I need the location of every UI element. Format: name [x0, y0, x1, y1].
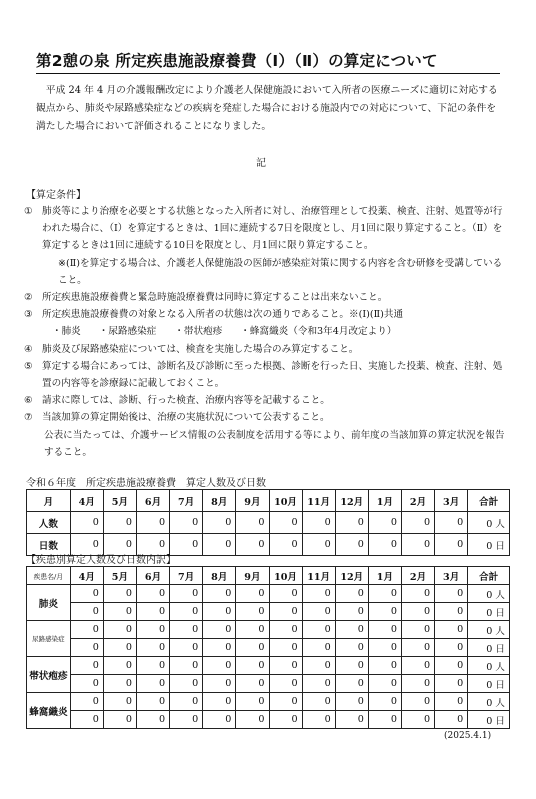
cell-value: 0	[435, 711, 468, 729]
cell-value: 0	[368, 534, 401, 556]
table-row	[27, 603, 510, 621]
column-header: 1月	[368, 567, 401, 585]
column-header: 8月	[203, 490, 236, 512]
cell-value: 0	[236, 585, 269, 603]
conditions-heading: 【算定条件】	[26, 190, 86, 201]
cell-value: 0	[302, 534, 335, 556]
column-header: 月	[27, 490, 71, 512]
condition-text: 請求に際しては、診断、行った検査、治療内容等を記載すること。	[42, 395, 330, 407]
cell-value: 0	[368, 639, 401, 657]
cell-value: 0	[137, 534, 170, 556]
column-header: 5月	[103, 490, 136, 512]
table-header-row	[27, 567, 510, 585]
condition-item	[24, 358, 508, 392]
cell-value: 0	[368, 693, 401, 711]
cell-value: 0	[335, 657, 368, 675]
cell-value: 0	[435, 693, 468, 711]
cell-value: 0	[70, 639, 103, 657]
table-row	[27, 711, 510, 729]
cell-total: 0 日	[468, 603, 510, 621]
condition-item	[24, 289, 508, 306]
column-header: 11月	[302, 567, 335, 585]
cell-value: 0	[70, 711, 103, 729]
cell-value: 0	[402, 711, 435, 729]
condition-item	[24, 341, 508, 358]
cell-value: 0	[368, 603, 401, 621]
cell-value: 0	[269, 512, 302, 534]
cell-value: 0	[269, 534, 302, 556]
cell-value: 0	[236, 675, 269, 693]
conditions-list	[24, 203, 508, 461]
disease-list	[24, 323, 508, 340]
table-row	[27, 639, 510, 657]
cell-value: 0	[335, 639, 368, 657]
cell-value: 0	[203, 512, 236, 534]
cell-value: 0	[435, 512, 468, 534]
cell-value: 0	[203, 639, 236, 657]
cell-value: 0	[435, 621, 468, 639]
cell-value: 0	[137, 693, 170, 711]
cell-value: 0	[170, 639, 203, 657]
cell-value: 0	[170, 711, 203, 729]
cell-value: 0	[70, 657, 103, 675]
cell-value: 0	[236, 603, 269, 621]
cell-value: 0	[170, 693, 203, 711]
cell-value: 0	[103, 585, 136, 603]
cell-value: 0	[269, 585, 302, 603]
cell-value: 0	[103, 639, 136, 657]
cell-value: 0	[203, 621, 236, 639]
column-header: 2月	[402, 567, 435, 585]
column-header: 11月	[302, 490, 335, 512]
cell-value: 0	[269, 603, 302, 621]
condition-item	[24, 306, 508, 323]
condition-item	[24, 409, 508, 426]
column-header: 9月	[236, 490, 269, 512]
table-header-row	[27, 490, 510, 512]
condition-number: ⑥	[24, 395, 33, 407]
column-header: 4月	[70, 567, 103, 585]
cell-total: 0 日	[468, 675, 510, 693]
cell-value: 0	[170, 621, 203, 639]
cell-value: 0	[368, 621, 401, 639]
document-date: (2025.4.1)	[444, 731, 492, 741]
cell-total: 0 日	[468, 639, 510, 657]
condition-item	[24, 392, 508, 409]
cell-value: 0	[402, 693, 435, 711]
cell-value: 0	[435, 639, 468, 657]
cell-value: 0	[302, 657, 335, 675]
disease-list-item: ・蜂窩織炎（令和3年4月改定より）	[240, 326, 397, 338]
cell-value: 0	[70, 621, 103, 639]
table-row	[27, 657, 510, 675]
cell-value: 0	[170, 603, 203, 621]
intro-text: 平成 24 年 4 月の介護報酬改定により介護老人保健施設において入所者の医療ニーズに適切に対応する観点から、肺炎や尿路感染症などの疾病を発症した場合における施設内での対応について、下記の条件を満たした場合において評価されることになりました。	[36, 85, 498, 132]
condition-number: ①	[24, 206, 33, 217]
cell-value: 0	[302, 639, 335, 657]
table2-title: 【疾患別算定人数及び日数内訳】	[26, 555, 176, 566]
cell-value: 0	[402, 603, 435, 621]
condition-number: ②	[24, 292, 33, 304]
cell-value: 0	[103, 512, 136, 534]
cell-value: 0	[302, 711, 335, 729]
table-row	[27, 693, 510, 711]
disease-name: 尿路感染症	[27, 621, 71, 657]
cell-value: 0	[203, 585, 236, 603]
cell-value: 0	[137, 512, 170, 534]
cell-value: 0	[70, 512, 103, 534]
cell-value: 0	[103, 693, 136, 711]
cell-value: 0	[70, 585, 103, 603]
condition-item	[24, 427, 508, 461]
cell-value: 0	[302, 621, 335, 639]
cell-value: 0	[435, 534, 468, 556]
condition-text: 公表に当たっては、介護サービス情報の公表制度を活用する等により、前年度の当該加算の算定状況を報告すること。	[44, 429, 505, 458]
cell-value: 0	[103, 534, 136, 556]
column-header: 疾患名/月	[27, 567, 71, 585]
document-title: 第2憩の泉 所定疾患施設療養費（Ⅰ）（Ⅱ）の算定について	[36, 52, 500, 74]
cell-value: 0	[402, 657, 435, 675]
condition-text: 所定疾患施設療養費と緊急時施設療養費は同時に算定することは出来ないこと。	[42, 292, 388, 304]
column-header: 12月	[335, 567, 368, 585]
cell-value: 0	[269, 675, 302, 693]
column-header: 合計	[468, 490, 510, 512]
cell-value: 0	[203, 675, 236, 693]
cell-value: 0	[236, 657, 269, 675]
row-label: 人数	[27, 512, 71, 534]
column-header: 5月	[103, 567, 136, 585]
cell-total: 0 人	[468, 657, 510, 675]
cell-value: 0	[203, 657, 236, 675]
cell-value: 0	[103, 621, 136, 639]
cell-value: 0	[203, 711, 236, 729]
disease-name: 帯状疱疹	[27, 657, 71, 693]
cell-value: 0	[302, 675, 335, 693]
cell-value: 0	[435, 657, 468, 675]
cell-value: 0	[402, 534, 435, 556]
table-row	[27, 585, 510, 603]
column-header: 10月	[269, 490, 302, 512]
cell-value: 0	[335, 534, 368, 556]
cell-value: 0	[103, 603, 136, 621]
cell-value: 0	[137, 603, 170, 621]
cell-value: 0	[137, 657, 170, 675]
cell-value: 0	[103, 675, 136, 693]
column-header: 10月	[269, 567, 302, 585]
disease-list-item: ・尿路感染症	[98, 326, 157, 338]
intro-paragraph	[36, 82, 504, 136]
summary-table	[26, 489, 510, 556]
cell-value: 0	[236, 693, 269, 711]
cell-value: 0	[170, 534, 203, 556]
disease-list-item: ・肺炎	[52, 326, 81, 338]
cell-value: 0	[236, 639, 269, 657]
condition-text: 肺炎等により治療を必要とする状態となった入所者に対し、治療管理として投薬、検査、注射、処置等が行われた場合に、（Ⅰ）を算定するときは、1回に連続する7日を限度とし、月1回に限り算定すること。（Ⅱ）を算定するときは1回に連続する10日を限度とし、月1回に限り算定すること。	[42, 206, 503, 252]
condition-text: 当該加算の算定開始後は、治療の実施状況について公表すること。	[42, 412, 330, 424]
cell-value: 0	[368, 512, 401, 534]
condition-item	[24, 203, 508, 255]
cell-value: 0	[269, 693, 302, 711]
table-row	[27, 675, 510, 693]
cell-value: 0	[170, 512, 203, 534]
cell-value: 0	[203, 693, 236, 711]
column-header: 6月	[137, 490, 170, 512]
cell-value: 0	[170, 657, 203, 675]
cell-value: 0	[203, 534, 236, 556]
cell-value: 0	[368, 657, 401, 675]
cell-value: 0	[269, 621, 302, 639]
cell-value: 0	[402, 585, 435, 603]
column-header: 合計	[468, 567, 510, 585]
condition-number: ③	[24, 309, 33, 321]
cell-value: 0	[170, 675, 203, 693]
disease-breakdown-table	[26, 566, 510, 729]
cell-total: 0 人	[468, 585, 510, 603]
cell-value: 0	[435, 603, 468, 621]
table-row	[27, 621, 510, 639]
column-header: 3月	[435, 567, 468, 585]
cell-value: 0	[302, 603, 335, 621]
cell-value: 0	[402, 512, 435, 534]
disease-list-item: ・帯状疱疹	[174, 326, 223, 338]
condition-number: ⑦	[24, 412, 33, 424]
cell-total: 0 日	[468, 534, 510, 556]
cell-value: 0	[335, 711, 368, 729]
cell-value: 0	[335, 675, 368, 693]
cell-value: 0	[435, 585, 468, 603]
cell-value: 0	[368, 675, 401, 693]
cell-value: 0	[335, 585, 368, 603]
condition-text: 肺炎及び尿路感染症については、検査を実施した場合のみ算定すること。	[42, 343, 359, 355]
condition-text: ※(Ⅱ)を算定する場合は、介護老人保健施設の医師が感染症対策に関する内容を含む研修を受講していること。	[58, 257, 503, 286]
column-header: 7月	[170, 490, 203, 512]
condition-text: 算定する場合にあっては、診断名及び診断に至った根拠、診断を行った日、実施した投薬、検査、注射、処置の内容等を診療録に記載しておくこと。	[42, 360, 503, 390]
cell-value: 0	[70, 534, 103, 556]
table1-title: 令和６年度 所定疾患施設療養費 算定人数及び日数	[26, 478, 266, 489]
cell-value: 0	[302, 585, 335, 603]
cell-value: 0	[335, 603, 368, 621]
condition-text: 所定疾患施設療養費の対象となる入所者の状態は次の通りであること。※(Ⅰ)(Ⅱ)共通	[42, 309, 404, 321]
condition-item	[24, 255, 508, 289]
column-header: 12月	[335, 490, 368, 512]
cell-value: 0	[203, 603, 236, 621]
cell-value: 0	[269, 639, 302, 657]
condition-number: ④	[24, 343, 33, 355]
cell-value: 0	[70, 693, 103, 711]
cell-value: 0	[335, 621, 368, 639]
cell-value: 0	[435, 675, 468, 693]
cell-total: 0 人	[468, 621, 510, 639]
cell-value: 0	[368, 711, 401, 729]
cell-value: 0	[236, 534, 269, 556]
cell-value: 0	[70, 675, 103, 693]
column-header: 1月	[368, 490, 401, 512]
cell-value: 0	[170, 585, 203, 603]
column-header: 2月	[402, 490, 435, 512]
cell-total: 0 人	[468, 512, 510, 534]
cell-value: 0	[402, 675, 435, 693]
cell-value: 0	[302, 693, 335, 711]
cell-value: 0	[335, 693, 368, 711]
cell-value: 0	[236, 711, 269, 729]
cell-total: 0 人	[468, 693, 510, 711]
disease-name: 肺炎	[27, 585, 71, 621]
column-header: 3月	[435, 490, 468, 512]
cell-value: 0	[103, 657, 136, 675]
cell-value: 0	[137, 621, 170, 639]
cell-value: 0	[70, 603, 103, 621]
cell-value: 0	[236, 621, 269, 639]
cell-value: 0	[137, 675, 170, 693]
cell-value: 0	[137, 585, 170, 603]
row-label: 日数	[27, 534, 71, 556]
column-header: 7月	[170, 567, 203, 585]
cell-value: 0	[335, 512, 368, 534]
cell-value: 0	[368, 585, 401, 603]
cell-value: 0	[302, 512, 335, 534]
condition-number: ⑤	[24, 360, 33, 372]
column-header: 8月	[203, 567, 236, 585]
cell-value: 0	[137, 711, 170, 729]
cell-value: 0	[402, 621, 435, 639]
cell-value: 0	[269, 711, 302, 729]
cell-value: 0	[402, 639, 435, 657]
ki-heading: 記	[256, 158, 266, 169]
cell-value: 0	[236, 512, 269, 534]
column-header: 9月	[236, 567, 269, 585]
cell-value: 0	[269, 657, 302, 675]
disease-name: 蜂窩織炎	[27, 693, 71, 729]
column-header: 6月	[137, 567, 170, 585]
cell-total: 0 日	[468, 711, 510, 729]
cell-value: 0	[137, 639, 170, 657]
cell-value: 0	[103, 711, 136, 729]
column-header: 4月	[70, 490, 103, 512]
table-row	[27, 512, 510, 534]
